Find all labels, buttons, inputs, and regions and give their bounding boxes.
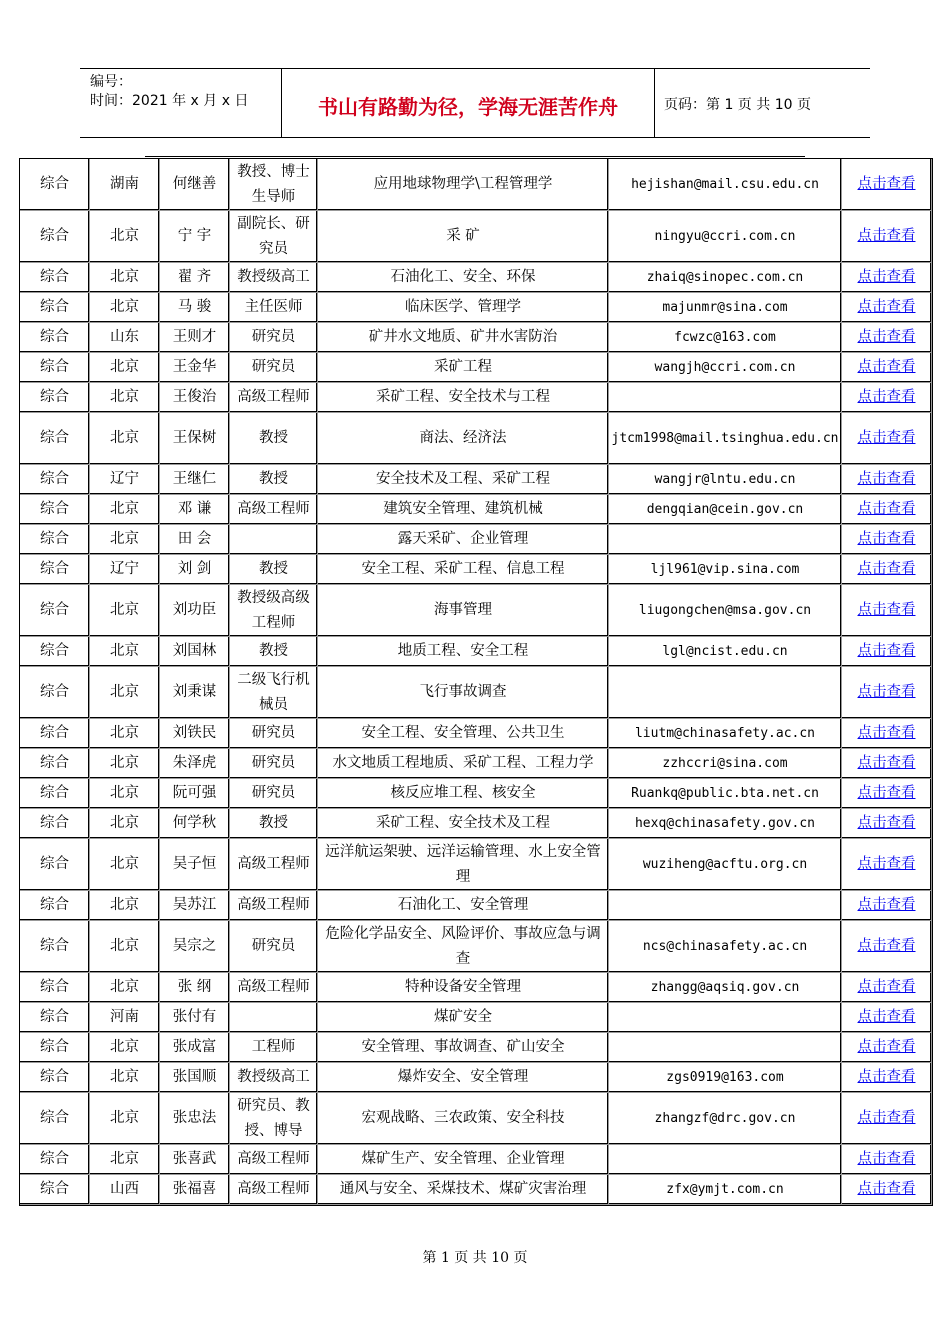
category-cell: 综合 bbox=[20, 323, 90, 353]
title-cell: 教授 bbox=[230, 637, 318, 667]
view-link-cell bbox=[842, 413, 932, 465]
field-cell: 飞行事故调查 bbox=[318, 667, 609, 719]
email-cell: liugongchen@msa.gov.cn bbox=[609, 585, 842, 637]
region-cell: 山东 bbox=[90, 323, 160, 353]
view-link-cell bbox=[842, 779, 932, 809]
view-details-link[interactable]: 点击查看 bbox=[857, 269, 916, 285]
name-cell: 何继善 bbox=[160, 159, 230, 211]
view-link-cell bbox=[842, 525, 932, 555]
view-details-link[interactable]: 点击查看 bbox=[857, 897, 916, 913]
field-cell: 商法、经济法 bbox=[318, 413, 609, 465]
region-cell: 北京 bbox=[90, 383, 160, 413]
table-row bbox=[20, 779, 932, 809]
email-cell: zzhccri@sina.com bbox=[609, 749, 842, 779]
region-cell: 北京 bbox=[90, 353, 160, 383]
title-cell: 教授 bbox=[230, 465, 318, 495]
field-cell: 应用地球物理学\工程管理学 bbox=[318, 159, 609, 211]
name-cell: 宁 宇 bbox=[160, 211, 230, 263]
table-top-rule bbox=[145, 156, 805, 157]
region-cell: 北京 bbox=[90, 749, 160, 779]
table-row bbox=[20, 413, 932, 465]
region-cell: 北京 bbox=[90, 585, 160, 637]
view-link-cell bbox=[842, 555, 932, 585]
title-cell bbox=[230, 525, 318, 555]
view-link-cell bbox=[842, 1033, 932, 1063]
email-cell bbox=[609, 1003, 842, 1033]
category-cell: 综合 bbox=[20, 921, 90, 973]
region-cell: 辽宁 bbox=[90, 465, 160, 495]
title-cell: 教授级高工 bbox=[230, 263, 318, 293]
field-cell: 石油化工、安全管理 bbox=[318, 891, 609, 921]
name-cell: 王金华 bbox=[160, 353, 230, 383]
category-cell: 综合 bbox=[20, 353, 90, 383]
category-cell: 综合 bbox=[20, 891, 90, 921]
view-link-cell bbox=[842, 749, 932, 779]
view-link-cell bbox=[842, 585, 932, 637]
name-cell: 吴苏江 bbox=[160, 891, 230, 921]
name-cell: 张国顺 bbox=[160, 1063, 230, 1093]
name-cell: 刘铁民 bbox=[160, 719, 230, 749]
title-cell: 研究员 bbox=[230, 921, 318, 973]
table-row bbox=[20, 465, 932, 495]
expert-table bbox=[19, 158, 931, 1206]
page-header bbox=[80, 68, 870, 138]
field-cell: 核反应堆工程、核安全 bbox=[318, 779, 609, 809]
category-cell: 综合 bbox=[20, 667, 90, 719]
name-cell: 张喜武 bbox=[160, 1145, 230, 1175]
email-cell bbox=[609, 667, 842, 719]
title-cell: 研究员 bbox=[230, 719, 318, 749]
region-cell: 北京 bbox=[90, 809, 160, 839]
category-cell: 综合 bbox=[20, 749, 90, 779]
email-cell: majunmr@sina.com bbox=[609, 293, 842, 323]
field-cell: 石油化工、安全、环保 bbox=[318, 263, 609, 293]
table-row bbox=[20, 749, 932, 779]
region-cell: 河南 bbox=[90, 1003, 160, 1033]
email-cell: dengqian@cein.gov.cn bbox=[609, 495, 842, 525]
table-row bbox=[20, 809, 932, 839]
category-cell: 综合 bbox=[20, 465, 90, 495]
field-cell: 特种设备安全管理 bbox=[318, 973, 609, 1003]
view-link-cell bbox=[842, 465, 932, 495]
title-cell: 教授级高工 bbox=[230, 1063, 318, 1093]
view-details-link[interactable]: 点击查看 bbox=[857, 430, 916, 446]
title-cell: 研究员 bbox=[230, 323, 318, 353]
field-cell: 矿井水文地质、矿井水害防治 bbox=[318, 323, 609, 353]
email-cell: wuziheng@acftu.org.cn bbox=[609, 839, 842, 891]
email-cell bbox=[609, 891, 842, 921]
view-details-link[interactable]: 点击查看 bbox=[857, 785, 916, 801]
region-cell: 北京 bbox=[90, 495, 160, 525]
view-details-link[interactable]: 点击查看 bbox=[857, 471, 916, 487]
category-cell: 综合 bbox=[20, 719, 90, 749]
title-cell: 研究员、教授、博导 bbox=[230, 1093, 318, 1145]
name-cell: 张成富 bbox=[160, 1033, 230, 1063]
field-cell: 采矿工程、安全技术及工程 bbox=[318, 809, 609, 839]
email-cell: zgs0919@163.com bbox=[609, 1063, 842, 1093]
table-row bbox=[20, 211, 932, 263]
table-row bbox=[20, 585, 932, 637]
title-cell: 高级工程师 bbox=[230, 1175, 318, 1205]
view-details-link[interactable]: 点击查看 bbox=[857, 329, 916, 345]
email-cell: wangjr@lntu.edu.cn bbox=[609, 465, 842, 495]
email-cell bbox=[609, 525, 842, 555]
view-link-cell bbox=[842, 159, 932, 211]
email-cell bbox=[609, 1033, 842, 1063]
title-cell: 高级工程师 bbox=[230, 1145, 318, 1175]
view-details-link[interactable]: 点击查看 bbox=[857, 359, 916, 375]
name-cell: 吴宗之 bbox=[160, 921, 230, 973]
region-cell: 北京 bbox=[90, 1145, 160, 1175]
category-cell: 综合 bbox=[20, 159, 90, 211]
name-cell: 张付有 bbox=[160, 1003, 230, 1033]
category-cell: 综合 bbox=[20, 525, 90, 555]
header-number: 编号： bbox=[90, 74, 132, 90]
view-link-cell bbox=[842, 839, 932, 891]
category-cell: 综合 bbox=[20, 1145, 90, 1175]
email-cell: jtcm1998@mail.tsinghua.edu.cn bbox=[609, 413, 842, 465]
email-cell: ningyu@ccri.com.cn bbox=[609, 211, 842, 263]
view-link-cell bbox=[842, 891, 932, 921]
title-cell: 研究员 bbox=[230, 779, 318, 809]
category-cell: 综合 bbox=[20, 555, 90, 585]
field-cell: 露天采矿、企业管理 bbox=[318, 525, 609, 555]
view-details-link[interactable]: 点击查看 bbox=[857, 228, 916, 244]
email-cell: hexq@chinasafety.gov.cn bbox=[609, 809, 842, 839]
region-cell: 北京 bbox=[90, 293, 160, 323]
name-cell: 王则才 bbox=[160, 323, 230, 353]
region-cell: 北京 bbox=[90, 921, 160, 973]
view-link-cell bbox=[842, 323, 932, 353]
title-cell: 教授 bbox=[230, 413, 318, 465]
title-cell: 教授、博士生导师 bbox=[230, 159, 318, 211]
view-details-link[interactable]: 点击查看 bbox=[857, 1009, 916, 1025]
view-link-cell bbox=[842, 353, 932, 383]
view-link-cell bbox=[842, 1093, 932, 1145]
name-cell: 马 骏 bbox=[160, 293, 230, 323]
category-cell: 综合 bbox=[20, 973, 90, 1003]
header-meta bbox=[90, 73, 248, 111]
field-cell: 远洋航运架驶、远洋运输管理、水上安全管理 bbox=[318, 839, 609, 891]
table-row bbox=[20, 555, 932, 585]
category-cell: 综合 bbox=[20, 293, 90, 323]
title-cell: 教授级高级工程师 bbox=[230, 585, 318, 637]
view-link-cell bbox=[842, 495, 932, 525]
table-row bbox=[20, 1003, 932, 1033]
table-row bbox=[20, 667, 932, 719]
email-cell: fcwzc@163.com bbox=[609, 323, 842, 353]
region-cell: 山西 bbox=[90, 1175, 160, 1205]
table-row bbox=[20, 891, 932, 921]
field-cell: 采矿工程、安全技术与工程 bbox=[318, 383, 609, 413]
view-details-link[interactable]: 点击查看 bbox=[857, 938, 916, 954]
table-row bbox=[20, 1145, 932, 1175]
email-cell: Ruankq@public.bta.net.cn bbox=[609, 779, 842, 809]
name-cell: 刘国林 bbox=[160, 637, 230, 667]
view-link-cell bbox=[842, 293, 932, 323]
region-cell: 北京 bbox=[90, 525, 160, 555]
table-row bbox=[20, 525, 932, 555]
name-cell: 张 纲 bbox=[160, 973, 230, 1003]
view-details-link[interactable]: 点击查看 bbox=[857, 531, 916, 547]
field-cell: 临床医学、管理学 bbox=[318, 293, 609, 323]
title-cell: 研究员 bbox=[230, 353, 318, 383]
email-cell: ncs@chinasafety.ac.cn bbox=[609, 921, 842, 973]
category-cell: 综合 bbox=[20, 383, 90, 413]
table-row bbox=[20, 1093, 932, 1145]
view-details-link[interactable]: 点击查看 bbox=[857, 815, 916, 831]
table-row bbox=[20, 921, 932, 973]
title-cell: 高级工程师 bbox=[230, 839, 318, 891]
name-cell: 刘功臣 bbox=[160, 585, 230, 637]
category-cell: 综合 bbox=[20, 1003, 90, 1033]
title-cell: 高级工程师 bbox=[230, 495, 318, 525]
view-link-cell bbox=[842, 921, 932, 973]
title-cell: 副院长、研究员 bbox=[230, 211, 318, 263]
table-row bbox=[20, 323, 932, 353]
table-row bbox=[20, 1033, 932, 1063]
category-cell: 综合 bbox=[20, 413, 90, 465]
region-cell: 北京 bbox=[90, 1033, 160, 1063]
name-cell: 朱泽虎 bbox=[160, 749, 230, 779]
view-details-link[interactable]: 点击查看 bbox=[857, 755, 916, 771]
field-cell: 安全工程、安全管理、公共卫生 bbox=[318, 719, 609, 749]
view-link-cell bbox=[842, 719, 932, 749]
name-cell: 王保树 bbox=[160, 413, 230, 465]
field-cell: 危险化学品安全、风险评价、事故应急与调查 bbox=[318, 921, 609, 973]
view-details-link[interactable]: 点击查看 bbox=[857, 389, 916, 405]
category-cell: 综合 bbox=[20, 585, 90, 637]
category-cell: 综合 bbox=[20, 211, 90, 263]
region-cell: 北京 bbox=[90, 211, 160, 263]
title-cell: 研究员 bbox=[230, 749, 318, 779]
table-row bbox=[20, 293, 932, 323]
title-cell: 教授 bbox=[230, 809, 318, 839]
table-row bbox=[20, 1063, 932, 1093]
email-cell bbox=[609, 1145, 842, 1175]
title-cell: 主任医师 bbox=[230, 293, 318, 323]
view-link-cell bbox=[842, 1145, 932, 1175]
category-cell: 综合 bbox=[20, 809, 90, 839]
region-cell: 北京 bbox=[90, 413, 160, 465]
view-details-link[interactable]: 点击查看 bbox=[857, 1151, 916, 1167]
field-cell: 通风与安全、采煤技术、煤矿灾害治理 bbox=[318, 1175, 609, 1205]
region-cell: 北京 bbox=[90, 263, 160, 293]
field-cell: 煤矿生产、安全管理、企业管理 bbox=[318, 1145, 609, 1175]
name-cell: 张忠法 bbox=[160, 1093, 230, 1145]
name-cell: 刘 剑 bbox=[160, 555, 230, 585]
field-cell: 地质工程、安全工程 bbox=[318, 637, 609, 667]
field-cell: 采 矿 bbox=[318, 211, 609, 263]
header-divider bbox=[654, 69, 655, 137]
email-cell: zhangg@aqsiq.gov.cn bbox=[609, 973, 842, 1003]
header-motto: 书山有路勤为径，学海无涯苦作舟 bbox=[318, 95, 618, 119]
view-details-link[interactable]: 点击查看 bbox=[857, 501, 916, 517]
table-row bbox=[20, 383, 932, 413]
category-cell: 综合 bbox=[20, 779, 90, 809]
table-row bbox=[20, 719, 932, 749]
category-cell: 综合 bbox=[20, 1033, 90, 1063]
category-cell: 综合 bbox=[20, 839, 90, 891]
email-cell: liutm@chinasafety.ac.cn bbox=[609, 719, 842, 749]
header-page-number: 页码：第 1 页 共 10 页 bbox=[664, 97, 811, 113]
view-link-cell bbox=[842, 383, 932, 413]
title-cell: 工程师 bbox=[230, 1033, 318, 1063]
view-details-link[interactable]: 点击查看 bbox=[857, 176, 916, 192]
expert-table-body bbox=[20, 159, 932, 1205]
category-cell: 综合 bbox=[20, 1093, 90, 1145]
field-cell: 海事管理 bbox=[318, 585, 609, 637]
view-link-cell bbox=[842, 1003, 932, 1033]
region-cell: 北京 bbox=[90, 779, 160, 809]
email-cell: lgl@ncist.edu.cn bbox=[609, 637, 842, 667]
view-details-link[interactable]: 点击查看 bbox=[857, 643, 916, 659]
region-cell: 北京 bbox=[90, 637, 160, 667]
region-cell: 北京 bbox=[90, 667, 160, 719]
table-row bbox=[20, 159, 932, 211]
view-details-link[interactable]: 点击查看 bbox=[857, 979, 916, 995]
name-cell: 刘秉谋 bbox=[160, 667, 230, 719]
view-link-cell bbox=[842, 973, 932, 1003]
field-cell: 宏观战略、三农政策、安全科技 bbox=[318, 1093, 609, 1145]
email-cell: ljl961@vip.sina.com bbox=[609, 555, 842, 585]
field-cell: 爆炸安全、安全管理 bbox=[318, 1063, 609, 1093]
name-cell: 张福喜 bbox=[160, 1175, 230, 1205]
field-cell: 采矿工程 bbox=[318, 353, 609, 383]
region-cell: 辽宁 bbox=[90, 555, 160, 585]
view-link-cell bbox=[842, 1175, 932, 1205]
region-cell: 湖南 bbox=[90, 159, 160, 211]
view-details-link[interactable]: 点击查看 bbox=[857, 1110, 916, 1126]
name-cell: 吴子恒 bbox=[160, 839, 230, 891]
title-cell: 高级工程师 bbox=[230, 383, 318, 413]
title-cell: 教授 bbox=[230, 555, 318, 585]
name-cell: 阮可强 bbox=[160, 779, 230, 809]
name-cell: 何学秋 bbox=[160, 809, 230, 839]
name-cell: 邓 谦 bbox=[160, 495, 230, 525]
email-cell: zfx@ymjt.com.cn bbox=[609, 1175, 842, 1205]
view-details-link[interactable]: 点击查看 bbox=[857, 602, 916, 618]
view-details-link[interactable]: 点击查看 bbox=[857, 856, 916, 872]
view-link-cell bbox=[842, 1063, 932, 1093]
region-cell: 北京 bbox=[90, 719, 160, 749]
view-link-cell bbox=[842, 667, 932, 719]
name-cell: 翟 齐 bbox=[160, 263, 230, 293]
email-cell: wangjh@ccri.com.cn bbox=[609, 353, 842, 383]
title-cell bbox=[230, 1003, 318, 1033]
field-cell: 安全管理、事故调查、矿山安全 bbox=[318, 1033, 609, 1063]
category-cell: 综合 bbox=[20, 637, 90, 667]
view-details-link[interactable]: 点击查看 bbox=[857, 1069, 916, 1085]
view-details-link[interactable]: 点击查看 bbox=[857, 684, 916, 700]
table-row bbox=[20, 839, 932, 891]
name-cell: 田 会 bbox=[160, 525, 230, 555]
page-footer: 第 1 页 共 10 页 bbox=[422, 1250, 528, 1266]
category-cell: 综合 bbox=[20, 1175, 90, 1205]
table-row bbox=[20, 1175, 932, 1205]
title-cell: 高级工程师 bbox=[230, 973, 318, 1003]
field-cell: 安全技术及工程、采矿工程 bbox=[318, 465, 609, 495]
title-cell: 二级飞行机械员 bbox=[230, 667, 318, 719]
table-row bbox=[20, 637, 932, 667]
field-cell: 安全工程、采矿工程、信息工程 bbox=[318, 555, 609, 585]
view-details-link[interactable]: 点击查看 bbox=[857, 299, 916, 315]
region-cell: 北京 bbox=[90, 891, 160, 921]
email-cell: hejishan@mail.csu.edu.cn bbox=[609, 159, 842, 211]
category-cell: 综合 bbox=[20, 263, 90, 293]
table-row bbox=[20, 353, 932, 383]
region-cell: 北京 bbox=[90, 973, 160, 1003]
region-cell: 北京 bbox=[90, 1063, 160, 1093]
table-row bbox=[20, 973, 932, 1003]
view-details-link[interactable]: 点击查看 bbox=[857, 1039, 916, 1055]
field-cell: 水文地质工程地质、采矿工程、工程力学 bbox=[318, 749, 609, 779]
name-cell: 王俊治 bbox=[160, 383, 230, 413]
view-link-cell bbox=[842, 263, 932, 293]
header-time: 时间：2021 年 x 月 x 日 bbox=[90, 93, 249, 109]
view-link-cell bbox=[842, 211, 932, 263]
field-cell: 建筑安全管理、建筑机械 bbox=[318, 495, 609, 525]
view-link-cell bbox=[842, 637, 932, 667]
category-cell: 综合 bbox=[20, 495, 90, 525]
category-cell: 综合 bbox=[20, 1063, 90, 1093]
view-details-link[interactable]: 点击查看 bbox=[857, 725, 916, 741]
table-row bbox=[20, 263, 932, 293]
table-row bbox=[20, 495, 932, 525]
email-cell: zhangzf@drc.gov.cn bbox=[609, 1093, 842, 1145]
title-cell: 高级工程师 bbox=[230, 891, 318, 921]
email-cell bbox=[609, 383, 842, 413]
region-cell: 北京 bbox=[90, 839, 160, 891]
region-cell: 北京 bbox=[90, 1093, 160, 1145]
view-details-link[interactable]: 点击查看 bbox=[857, 1181, 916, 1197]
view-details-link[interactable]: 点击查看 bbox=[857, 561, 916, 577]
name-cell: 王继仁 bbox=[160, 465, 230, 495]
view-link-cell bbox=[842, 809, 932, 839]
email-cell: zhaiq@sinopec.com.cn bbox=[609, 263, 842, 293]
field-cell: 煤矿安全 bbox=[318, 1003, 609, 1033]
